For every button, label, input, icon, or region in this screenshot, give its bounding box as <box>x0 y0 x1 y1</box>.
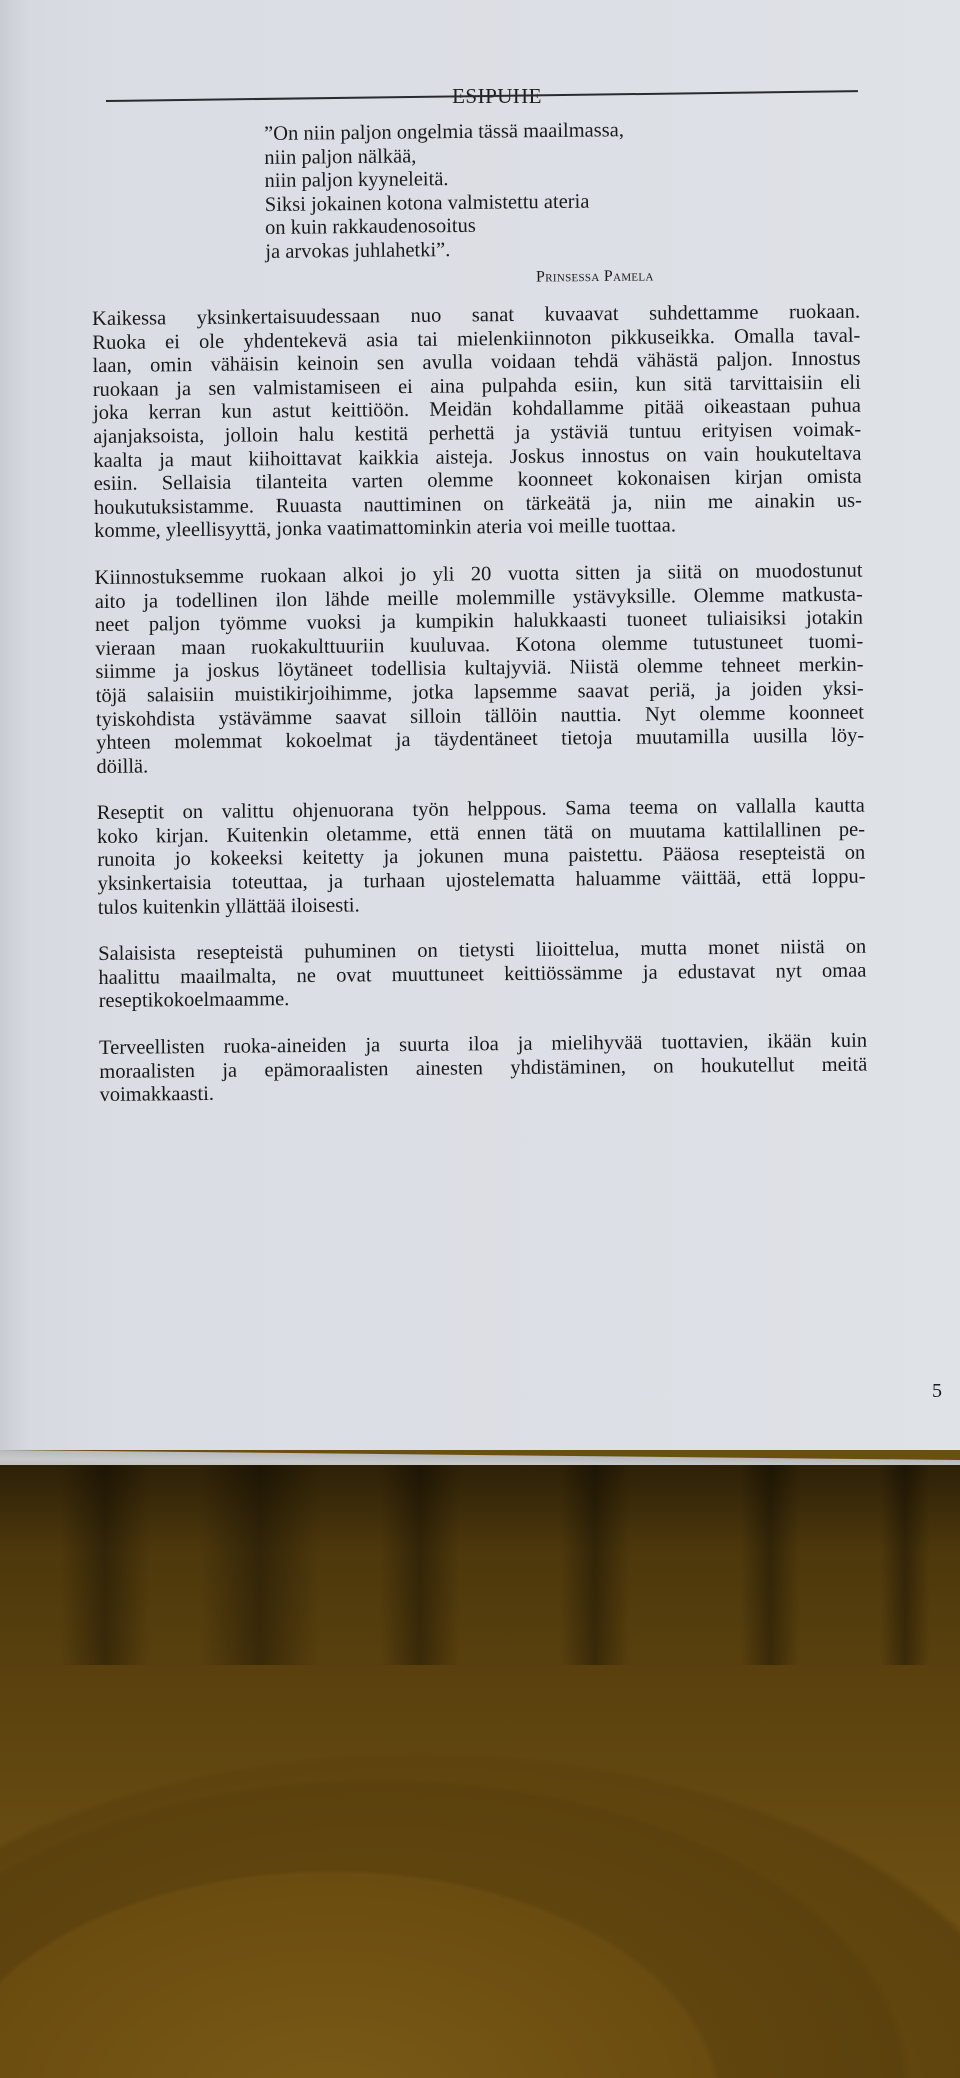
fabric-fold <box>200 1465 320 1665</box>
text-line: tyiskohdista ystävämme saavat silloin tällöin nauttia. Nyt olemme koonneet <box>95 701 865 731</box>
text-line: ruokaan ja sen valmistamiseen ei aina pulpahda esiin, kun sitä tarvittaisiin eli <box>92 371 861 401</box>
page-number: 5 <box>932 1380 942 1402</box>
paragraph <box>99 1030 868 1108</box>
epigraph-line: ja arvokas juhlahetki”. <box>265 238 451 263</box>
paragraph <box>92 301 862 544</box>
text-line: neet paljon työmme vuoksi ja kumpikin halukkaasti tuoneet tuliaisiksi jotakin <box>94 606 864 637</box>
text-line: runoita jo kokeeksi keitetty ja jokunen muna paistettu. Pääosa resepteistä on <box>97 842 866 872</box>
epigraph-line: ”On niin paljon ongelmia tässä maailmassa, <box>264 119 625 145</box>
fabric-fold <box>380 1465 460 1665</box>
text-line: Salaisista resepteistä puhuminen on tietysti liioittelua, mutta monet niistä on <box>98 935 867 966</box>
epigraph-attribution: Prinsessa Pamela <box>535 267 654 286</box>
preface-body <box>92 301 868 1131</box>
text-line: Ruoka ei ole yhdentekevä asia tai mielenkiinnoton pikkuseikka. Omalla taval- <box>92 324 861 354</box>
text-line: Kiinnostuksemme ruokaan alkoi jo yli 20 vuotta sitten ja siitä on muodostunut <box>94 559 863 589</box>
text-line: joka kerran kun astut keittiöön. Meidän kohdallamme pitää oikeastaan puhua <box>92 394 862 425</box>
fabric-background <box>0 1465 960 2078</box>
text-line: haalittu maailmalta, ne ovat muuttuneet keittiössämme ja edustavat nyt omaa <box>98 959 867 989</box>
text-line: esiin. Sellaisia tilanteita varten olemme koonneet kokonaisen kirjan omista <box>93 465 862 496</box>
epigraph-line: Siksi jokainen kotona valmistettu ateria <box>264 190 590 216</box>
text-line: tulos kuitenkin yllättää iloisesti. <box>97 894 360 919</box>
fabric-fold <box>560 1465 630 1665</box>
text-line: yhteen molemmat kokoelmat ja täydentäneet tietoja muutamilla uusilla löy- <box>96 724 865 755</box>
fabric-fold <box>60 1465 150 1665</box>
text-line: döillä. <box>96 755 149 778</box>
text-line: kaalta ja maut kiihoittavat kaikkia aisteja. Joskus innostus on vain houkuteltava <box>93 442 862 472</box>
text-line: reseptikokoelmaamme. <box>98 988 290 1013</box>
text-line: siimme ja joskus löytäneet todellisia kultajyviä. Niistä olemme tehneet merkin- <box>95 653 864 684</box>
epigraph <box>264 119 625 264</box>
text-line: moraalisten ja epämoraalisten ainesten yhdistäminen, on houkutellut meitä <box>99 1053 868 1083</box>
text-line: vieraan maan ruokakulttuuriin kuuluvaa. Kotona olemme tutustuneet tuomi- <box>95 630 864 660</box>
epigraph-line: niin paljon nälkää, <box>264 144 417 169</box>
text-line: yksinkertaisia toteuttaa, ja turhaan ujostelematta haluamme väittää, että loppu- <box>97 865 866 896</box>
text-line: laan, omin vähäisin keinoin sen avulla voidaan tehdä vähästä paljon. Innostus <box>92 347 861 378</box>
text-line: ajanjaksoista, jolloin halu kestitä perhettä ja ystäviä tuntuu erityisen voimak- <box>93 418 862 448</box>
epigraph-line: on kuin rakkaudenosoitus <box>264 214 476 239</box>
text-line: houkutuksistamme. Ruuasta nauttiminen on tärkeätä ja, niin me ainakin us- <box>93 489 862 519</box>
text-line: Terveellisten ruoka-aineiden ja suurta iloa ja mielihyvää tuottavien, ikään kuin <box>98 1029 868 1059</box>
paragraph <box>94 560 864 780</box>
text-line: Reseptit on valittu ohjenuorana työn helppous. Sama teema on vallalla kautta <box>96 794 865 825</box>
text-line: koko kirjan. Kuitenkin oletamme, että ennen tätä on muutama kattilallinen pe- <box>96 818 866 848</box>
epigraph-line: niin paljon kyyneleitä. <box>264 168 449 192</box>
fabric-fold <box>880 1465 930 1665</box>
paragraph <box>98 936 867 1014</box>
text-line: töjä salaisiin muistikirjoihimme, jotka lapsemme saavat periä, ja joiden yksi- <box>95 677 864 707</box>
text-line: Kaikessa yksinkertaisuudessaan nuo sanat kuvaavat suhdettamme ruokaan. <box>92 300 861 330</box>
text-line: voimakkaasti. <box>99 1083 215 1107</box>
text-line: komme, yleellisyyttä, jonka vaatimattominkin ateria voi meille tuottaa. <box>94 514 677 543</box>
text-line: aito ja todellinen ilon lähde meille molemmille ystävyksille. Olemme matkusta- <box>94 583 863 613</box>
paragraph <box>97 795 866 920</box>
fabric-fold <box>740 1465 800 1665</box>
